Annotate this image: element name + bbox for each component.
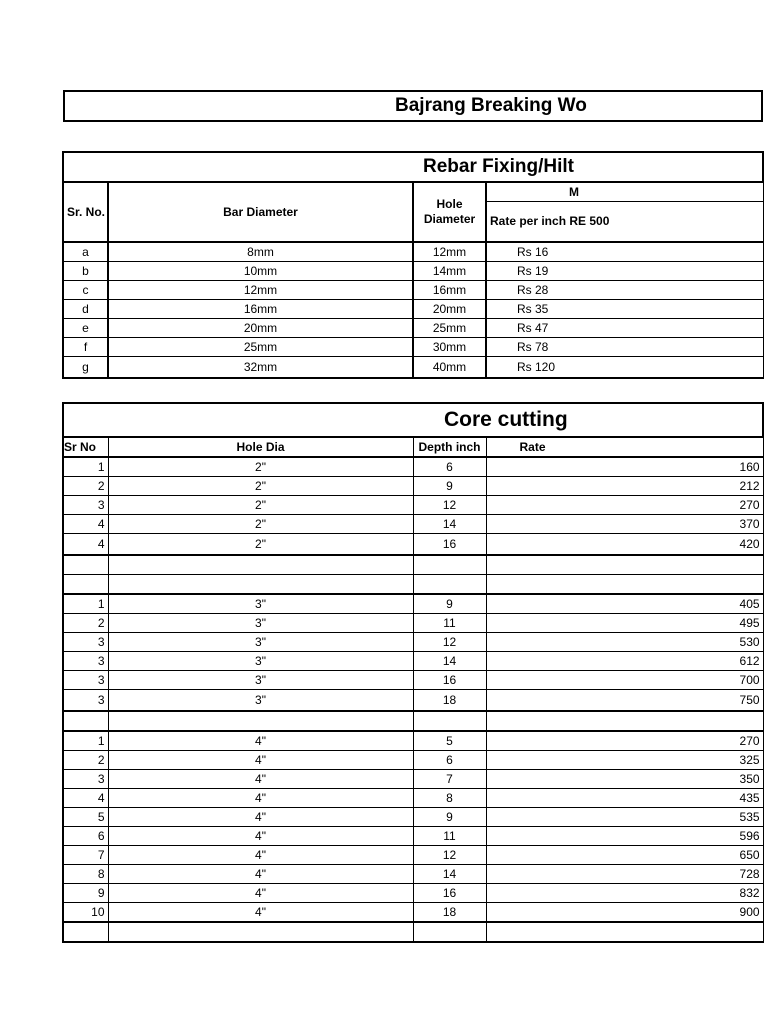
core-sr-cell: 3: [63, 770, 108, 789]
rebar-hole-cell: 30mm: [413, 338, 486, 357]
rebar-rate-cell: Rs 28: [486, 281, 763, 300]
core-sr-cell: 6: [63, 827, 108, 846]
core-depth-cell: 18: [413, 903, 486, 923]
rebar-sr-cell: e: [63, 319, 108, 338]
rebar-row: [63, 319, 763, 338]
core-dia-cell: 4": [108, 827, 413, 846]
rebar-bar-cell: 8mm: [108, 242, 413, 262]
core-depth-cell: 16: [413, 671, 486, 690]
core-depth-cell: 12: [413, 633, 486, 652]
core-row: [63, 671, 763, 690]
core-rate-cell: 325: [486, 751, 763, 770]
core-blank-cell: [486, 922, 763, 942]
core-col-sr: Sr No: [63, 437, 108, 457]
core-row: [63, 770, 763, 789]
rebar-row: [63, 262, 763, 281]
core-row: [63, 515, 763, 534]
core-sr-cell: 10: [63, 903, 108, 923]
core-rate-cell: 596: [486, 827, 763, 846]
core-dia-cell: 3": [108, 652, 413, 671]
core-rate-cell: 420: [486, 534, 763, 556]
core-depth-cell: 11: [413, 827, 486, 846]
rebar-sr-cell: b: [63, 262, 108, 281]
rebar-row: [63, 300, 763, 319]
core-row: [63, 496, 763, 515]
core-rate-cell: 612: [486, 652, 763, 671]
core-rate-cell: 495: [486, 614, 763, 633]
core-dia-cell: 4": [108, 865, 413, 884]
rebar-sr-cell: a: [63, 242, 108, 262]
rebar-bar-cell: 10mm: [108, 262, 413, 281]
core-sr-cell: 4: [63, 534, 108, 556]
core-dia-cell: 4": [108, 884, 413, 903]
core-rate-cell: 270: [486, 731, 763, 751]
core-row: [63, 534, 763, 556]
rebar-rate-cell: Rs 47: [486, 319, 763, 338]
core-sr-cell: 4: [63, 789, 108, 808]
core-depth-cell: 16: [413, 534, 486, 556]
core-depth-cell: 14: [413, 865, 486, 884]
core-blank-cell: [486, 555, 763, 575]
rebar-col-rate: Rate per inch RE 500: [486, 202, 763, 242]
core-depth-cell: 7: [413, 770, 486, 789]
core-blank-cell: [413, 711, 486, 731]
rebar-bar-cell: 25mm: [108, 338, 413, 357]
core-row: [63, 731, 763, 751]
rebar-bar-cell: 32mm: [108, 357, 413, 379]
company-title-bar: [63, 90, 763, 122]
core-dia-cell: 4": [108, 903, 413, 923]
core-row: [63, 808, 763, 827]
core-rate-cell: 370: [486, 515, 763, 534]
core-sr-cell: 2: [63, 477, 108, 496]
core-row: [63, 633, 763, 652]
core-rate-cell: 405: [486, 594, 763, 614]
core-row: [63, 594, 763, 614]
rebar-col-hole: Hole Diameter: [413, 182, 486, 242]
core-blank-cell: [108, 575, 413, 595]
core-dia-cell: 3": [108, 594, 413, 614]
core-blank-cell: [413, 555, 486, 575]
rebar-rate-cell: Rs 78: [486, 338, 763, 357]
core-dia-cell: 4": [108, 751, 413, 770]
core-sr-cell: 3: [63, 633, 108, 652]
rebar-hole-cell: 14mm: [413, 262, 486, 281]
core-row: [63, 827, 763, 846]
core-row: [63, 614, 763, 633]
core-blank-cell: [63, 575, 108, 595]
core-blank-cell: [413, 922, 486, 942]
rebar-table: [62, 151, 764, 379]
core-row: [63, 652, 763, 671]
core-sr-cell: 1: [63, 731, 108, 751]
core-blank-cell: [486, 575, 763, 595]
core-depth-cell: 14: [413, 652, 486, 671]
core-sr-cell: 4: [63, 515, 108, 534]
core-sr-cell: 5: [63, 808, 108, 827]
core-rate-cell: 160: [486, 457, 763, 477]
core-row: [63, 751, 763, 770]
rebar-header-row: [63, 182, 763, 202]
rebar-sr-cell: g: [63, 357, 108, 379]
rebar-hole-cell: 25mm: [413, 319, 486, 338]
core-rate-cell: 700: [486, 671, 763, 690]
company-title: Bajrang Breaking Wo: [395, 95, 587, 116]
core-row: [63, 477, 763, 496]
core-dia-cell: 2": [108, 477, 413, 496]
rebar-sr-cell: c: [63, 281, 108, 300]
rebar-bar-cell: 16mm: [108, 300, 413, 319]
rebar-rate-cell: Rs 35: [486, 300, 763, 319]
core-sr-cell: 1: [63, 594, 108, 614]
core-rate-cell: 650: [486, 846, 763, 865]
core-row: [63, 884, 763, 903]
core-sr-cell: 3: [63, 690, 108, 712]
core-depth-cell: 8: [413, 789, 486, 808]
core-dia-cell: 2": [108, 515, 413, 534]
core-depth-cell: 9: [413, 808, 486, 827]
core-depth-cell: 18: [413, 690, 486, 712]
core-depth-cell: 9: [413, 477, 486, 496]
core-sr-cell: 3: [63, 652, 108, 671]
core-rate-cell: 350: [486, 770, 763, 789]
rebar-col-group: M: [486, 182, 763, 202]
rebar-bar-cell: 12mm: [108, 281, 413, 300]
rebar-hole-cell: 40mm: [413, 357, 486, 379]
core-depth-cell: 9: [413, 594, 486, 614]
core-dia-cell: 4": [108, 770, 413, 789]
core-dia-cell: 4": [108, 731, 413, 751]
rebar-row: [63, 281, 763, 300]
rebar-sr-cell: d: [63, 300, 108, 319]
rebar-hole-cell: 16mm: [413, 281, 486, 300]
core-row: [63, 846, 763, 865]
rebar-bar-cell: 20mm: [108, 319, 413, 338]
core-blank-cell: [486, 711, 763, 731]
core-dia-cell: 3": [108, 633, 413, 652]
core-title-row: [63, 403, 763, 437]
core-blank-cell: [63, 922, 108, 942]
rebar-col-sr: Sr. No.: [63, 182, 108, 242]
core-dia-cell: 4": [108, 846, 413, 865]
rebar-rate-cell: Rs 19: [486, 262, 763, 281]
core-col-hole: Hole Dia: [108, 437, 413, 457]
core-dia-cell: 4": [108, 789, 413, 808]
rebar-title: Rebar Fixing/Hilt: [423, 156, 574, 177]
core-rate-cell: 832: [486, 884, 763, 903]
core-blank-row: [63, 575, 763, 595]
core-sr-cell: 8: [63, 865, 108, 884]
core-row: [63, 690, 763, 712]
core-depth-cell: 5: [413, 731, 486, 751]
core-rate-cell: 728: [486, 865, 763, 884]
core-table: [62, 402, 764, 943]
core-blank-cell: [413, 575, 486, 595]
core-dia-cell: 2": [108, 496, 413, 515]
core-sr-cell: 2: [63, 614, 108, 633]
rebar-row: [63, 242, 763, 262]
rebar-body: [63, 242, 763, 378]
core-blank-row: [63, 711, 763, 731]
rebar-hole-cell: 12mm: [413, 242, 486, 262]
core-col-rate: Rate: [486, 437, 763, 457]
core-dia-cell: 4": [108, 808, 413, 827]
rebar-row: [63, 338, 763, 357]
rebar-title-row: [63, 152, 763, 182]
core-title: Core cutting: [444, 408, 568, 431]
core-depth-cell: 11: [413, 614, 486, 633]
rebar-col-bar: Bar Diameter: [108, 182, 413, 242]
core-dia-cell: 3": [108, 671, 413, 690]
core-depth-cell: 6: [413, 457, 486, 477]
core-blank-cell: [108, 922, 413, 942]
core-blank-cell: [63, 711, 108, 731]
core-col-depth: Depth inch: [413, 437, 486, 457]
core-depth-cell: 16: [413, 884, 486, 903]
core-dia-cell: 3": [108, 614, 413, 633]
core-depth-cell: 12: [413, 496, 486, 515]
core-depth-cell: 6: [413, 751, 486, 770]
core-body: [63, 457, 763, 942]
core-sr-cell: 9: [63, 884, 108, 903]
core-rate-cell: 535: [486, 808, 763, 827]
core-depth-cell: 12: [413, 846, 486, 865]
core-row: [63, 457, 763, 477]
core-sr-cell: 3: [63, 671, 108, 690]
core-rate-cell: 212: [486, 477, 763, 496]
core-sr-cell: 7: [63, 846, 108, 865]
core-header-row: [63, 437, 763, 457]
rebar-rate-cell: Rs 16: [486, 242, 763, 262]
core-row: [63, 789, 763, 808]
core-blank-row: [63, 555, 763, 575]
core-dia-cell: 2": [108, 457, 413, 477]
rebar-sr-cell: f: [63, 338, 108, 357]
core-blank-cell: [108, 555, 413, 575]
core-dia-cell: 2": [108, 534, 413, 556]
rebar-hole-cell: 20mm: [413, 300, 486, 319]
core-blank-cell: [63, 555, 108, 575]
core-rate-cell: 435: [486, 789, 763, 808]
core-blank-cell: [108, 711, 413, 731]
core-row: [63, 903, 763, 923]
core-row: [63, 865, 763, 884]
core-sr-cell: 1: [63, 457, 108, 477]
core-rate-cell: 900: [486, 903, 763, 923]
core-rate-cell: 750: [486, 690, 763, 712]
core-dia-cell: 3": [108, 690, 413, 712]
core-rate-cell: 270: [486, 496, 763, 515]
core-rate-cell: 530: [486, 633, 763, 652]
rebar-row: [63, 357, 763, 379]
core-blank-row: [63, 922, 763, 942]
core-sr-cell: 2: [63, 751, 108, 770]
core-depth-cell: 14: [413, 515, 486, 534]
rebar-rate-cell: Rs 120: [486, 357, 763, 379]
core-sr-cell: 3: [63, 496, 108, 515]
